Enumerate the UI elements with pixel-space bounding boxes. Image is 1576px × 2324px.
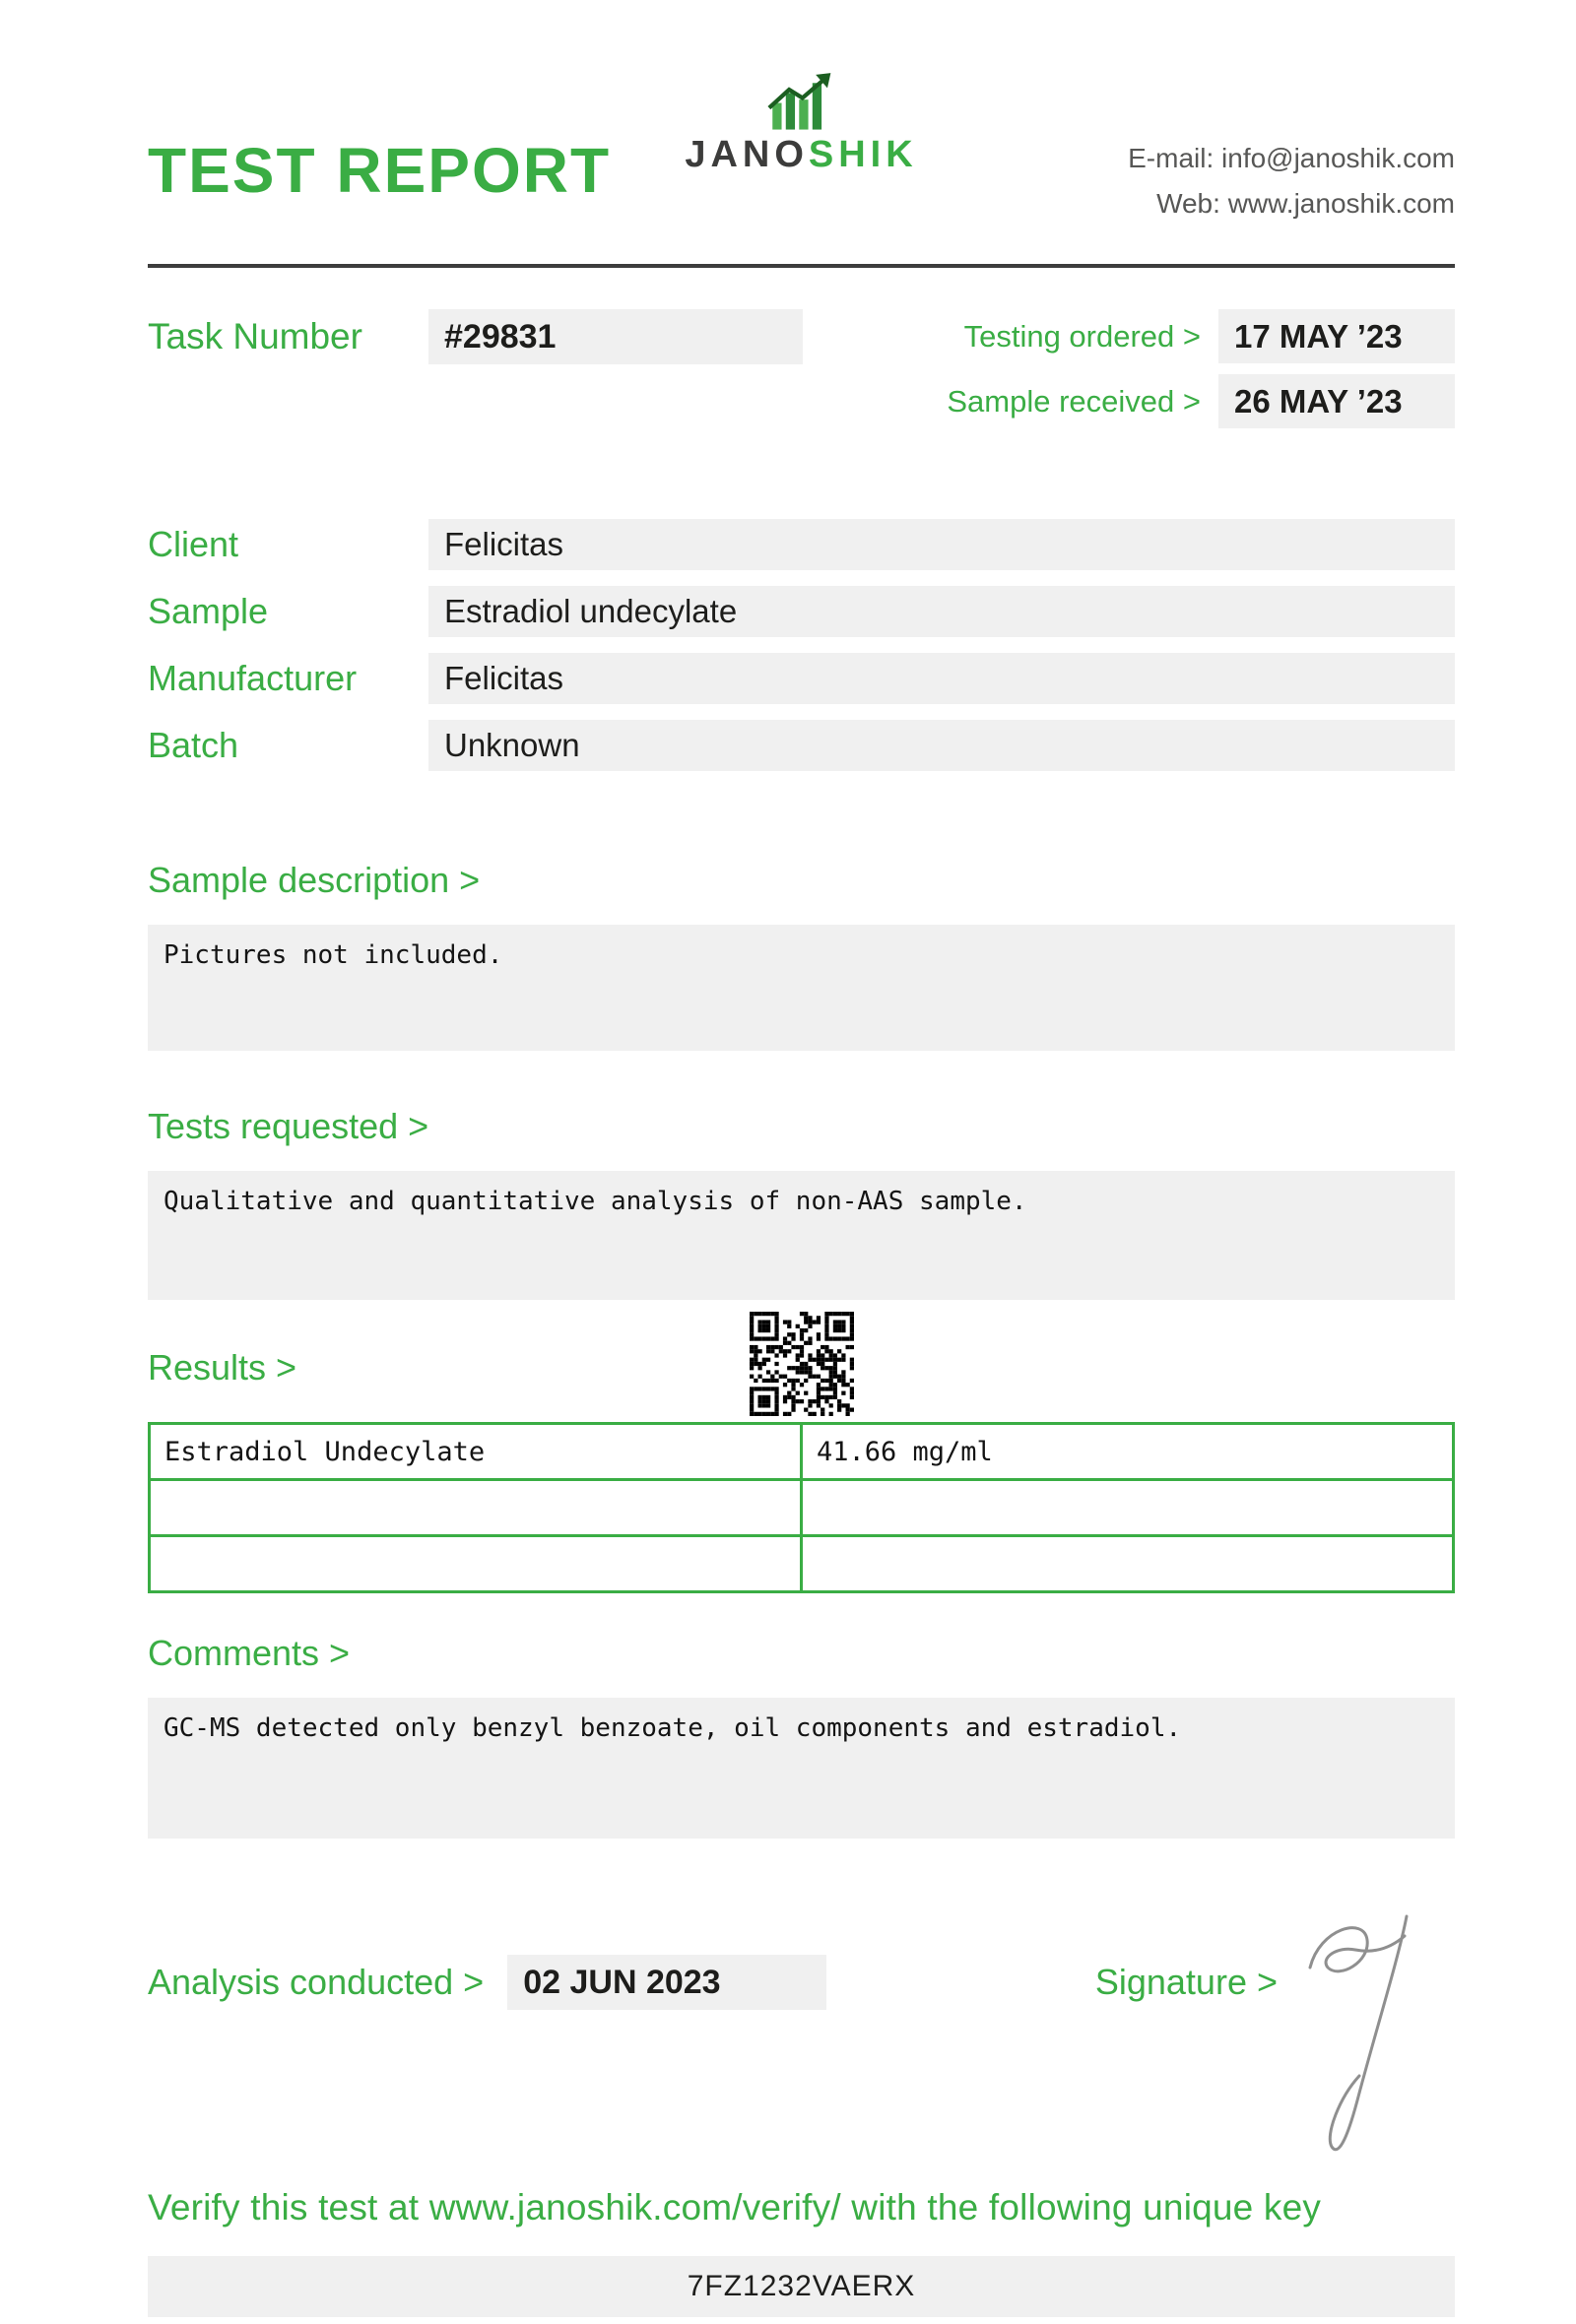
logo-wordmark (685, 134, 917, 176)
result-substance-cell: Estradiol Undecylate (150, 1424, 802, 1480)
results-table-wrap (148, 1422, 1455, 1593)
info-row-client (148, 519, 1455, 570)
task-section (148, 309, 1455, 428)
verify-text: Verify this test at www.janoshik.com/verify/ with the following unique key (148, 2187, 1322, 2227)
sample-info-section (148, 519, 1455, 771)
analysis-conducted-value: 02 JUN 2023 (507, 1955, 826, 2010)
sample-received-label: Sample received > (947, 383, 1201, 419)
results-section (148, 1347, 1455, 1593)
comments-text: GC-MS detected only benzyl benzoate, oil components and estradiol. (148, 1698, 1455, 1839)
batch-label: Batch (148, 725, 239, 765)
task-number-row (148, 309, 803, 364)
result-empty-cell (150, 1536, 802, 1592)
result-value-cell: 41.66 mg/ml (802, 1424, 1454, 1480)
signature-label: Signature > (1094, 1962, 1278, 2002)
task-number-value: #29831 (428, 309, 803, 364)
info-row-batch (148, 720, 1455, 771)
bar-chart-logo-icon (764, 69, 839, 132)
results-row-1 (150, 1424, 1454, 1480)
logo-word-dark: JANO (685, 134, 809, 175)
tests-requested-section (148, 1106, 1455, 1300)
manufacturer-label: Manufacturer (148, 658, 358, 698)
tests-requested-text: Qualitative and quantitative analysis of non-AAS sample. (148, 1171, 1455, 1300)
qr-code (750, 1312, 854, 1416)
sample-description-heading: Sample description > (148, 860, 481, 900)
logo-word-green: SHIK (808, 134, 918, 175)
sample-description-text: Pictures not included. (148, 925, 1455, 1051)
comments-section (148, 1633, 1455, 1839)
tests-requested-heading: Tests requested > (148, 1106, 429, 1146)
contact-info (1128, 136, 1455, 226)
analysis-signature-row (148, 1955, 1455, 2010)
task-number-label: Task Number (148, 316, 362, 356)
sample-received-value: 26 MAY ’23 (1218, 374, 1455, 428)
batch-value: Unknown (428, 720, 1455, 771)
testing-ordered-label: Testing ordered > (963, 318, 1201, 354)
page-title: TEST REPORT (148, 135, 612, 206)
info-row-sample (148, 586, 1455, 637)
brand-logo (685, 69, 917, 176)
sample-label: Sample (148, 591, 269, 631)
unique-key: 7FZ1232VAERX (148, 2256, 1455, 2317)
dates-group (947, 309, 1455, 428)
sample-value: Estradiol undecylate (428, 586, 1455, 637)
client-value: Felicitas (428, 519, 1455, 570)
header (148, 0, 1455, 268)
testing-ordered-row (947, 309, 1455, 363)
signature-image (1280, 1889, 1448, 2184)
results-row-3 (150, 1536, 1454, 1592)
results-row-2 (150, 1480, 1454, 1536)
sample-received-row (947, 374, 1455, 428)
sample-description-section (148, 860, 1455, 1051)
testing-ordered-value: 17 MAY ’23 (1218, 309, 1455, 363)
header-divider (148, 264, 1455, 268)
analysis-conducted-label: Analysis conducted > (148, 1962, 485, 2002)
result-empty-cell (150, 1480, 802, 1536)
client-label: Client (148, 524, 239, 564)
results-table (148, 1422, 1455, 1593)
result-empty-cell (802, 1480, 1454, 1536)
info-row-manufacturer (148, 653, 1455, 704)
email-line: E-mail: info@janoshik.com (1128, 143, 1455, 173)
web-line: Web: www.janoshik.com (1156, 188, 1455, 219)
results-heading: Results > (148, 1347, 297, 1388)
result-empty-cell (802, 1536, 1454, 1592)
manufacturer-value: Felicitas (428, 653, 1455, 704)
comments-heading: Comments > (148, 1633, 351, 1673)
